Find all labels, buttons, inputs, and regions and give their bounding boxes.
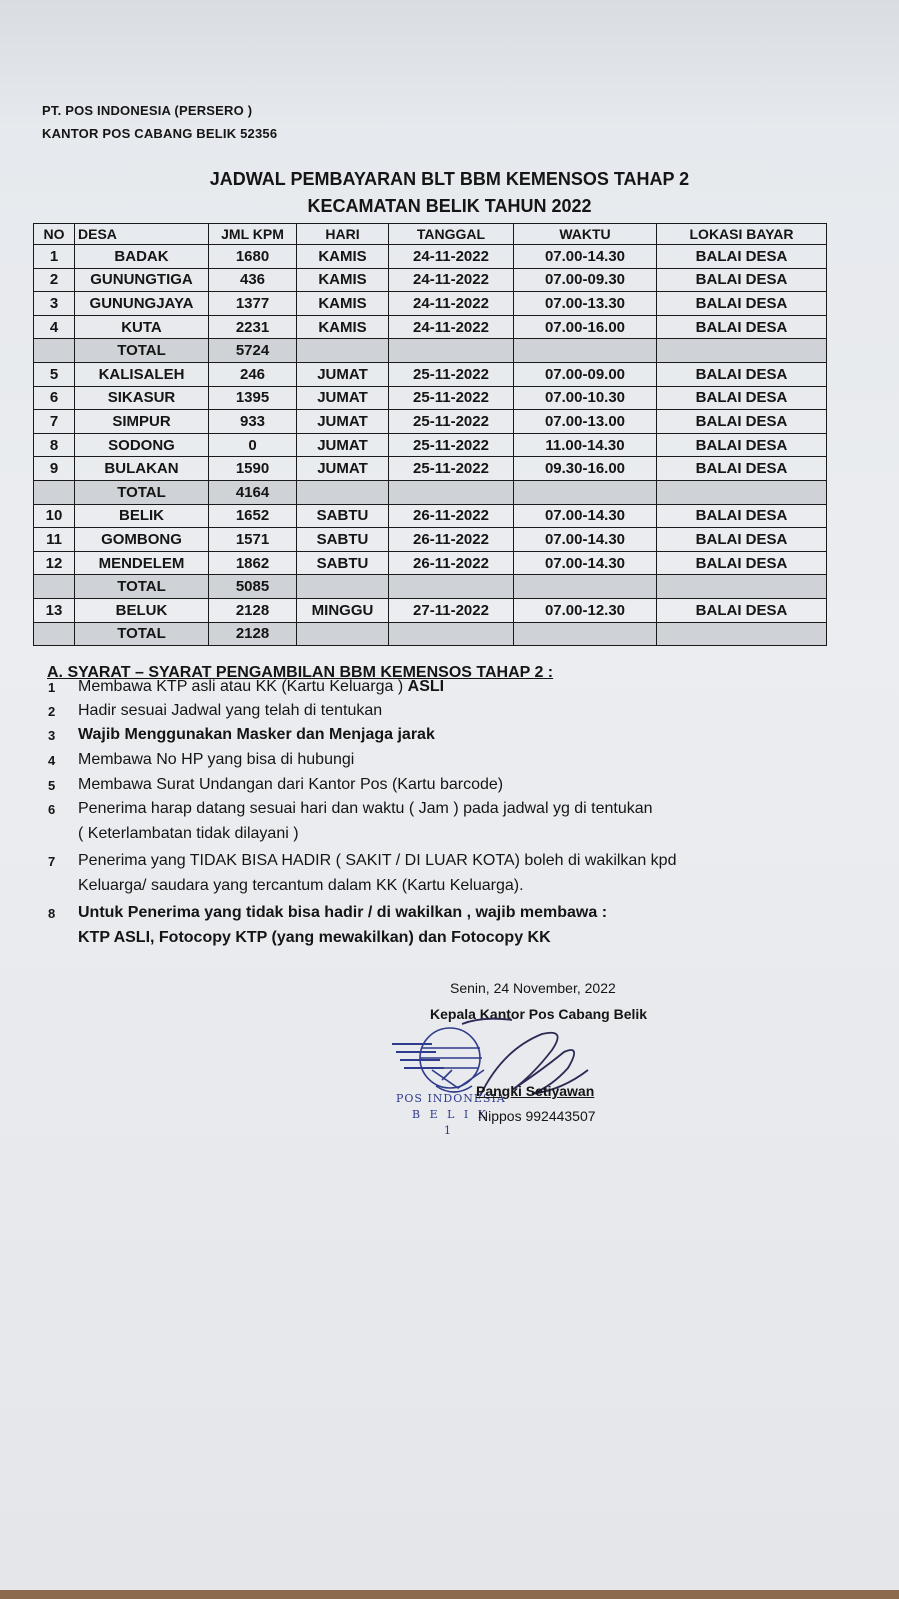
table-row <box>34 528 827 552</box>
cell-waktu: 07.00-14.30 <box>514 551 657 575</box>
requirement-number: 2 <box>48 704 56 719</box>
cell-tanggal: 26-11-2022 <box>389 528 514 552</box>
cell-jml-kpm: 2128 <box>209 598 297 622</box>
cell-jml-kpm: 5724 <box>209 339 297 363</box>
post-office-stamp <box>392 1010 602 1145</box>
cell-jml-kpm: 246 <box>209 362 297 386</box>
cell-no: 11 <box>34 528 75 552</box>
cell-no: 13 <box>34 598 75 622</box>
requirement-text: Penerima harap datang sesuai hari dan waktu ( Jam ) pada jadwal yg di tentukan <box>78 800 653 817</box>
cell-jml-kpm: 933 <box>209 410 297 434</box>
cell-desa: TOTAL <box>75 622 209 646</box>
cell-jml-kpm: 5085 <box>209 575 297 599</box>
cell-jml-kpm: 436 <box>209 268 297 292</box>
requirement-number: 4 <box>48 753 56 768</box>
requirement-number: 8 <box>48 906 56 921</box>
cell-hari: KAMIS <box>297 245 389 269</box>
cell-tanggal: 25-11-2022 <box>389 410 514 434</box>
table-header-row <box>34 224 827 245</box>
cell-no: 1 <box>34 245 75 269</box>
cell-desa: KUTA <box>75 315 209 339</box>
cell-waktu: 07.00-16.00 <box>514 315 657 339</box>
cell-hari: KAMIS <box>297 315 389 339</box>
cell-lokasi-bayar <box>657 622 827 646</box>
table-total-row <box>34 339 827 363</box>
background-edge <box>0 1590 899 1599</box>
requirement-text-bold-line2: KTP ASLI, Fotocopy KTP (yang mewakilkan) dan Fotocopy KK <box>78 929 551 946</box>
cell-waktu: 07.00-14.30 <box>514 245 657 269</box>
stamp-text: POS INDONESIA <box>396 1092 506 1105</box>
cell-waktu: 07.00-14.30 <box>514 504 657 528</box>
cell-jml-kpm: 1395 <box>209 386 297 410</box>
cell-desa: BELUK <box>75 598 209 622</box>
cell-desa: GUNUNGTIGA <box>75 268 209 292</box>
document-title: JADWAL PEMBAYARAN BLT BBM KEMENSOS TAHAP 2 <box>209 169 690 189</box>
cell-lokasi-bayar: BALAI DESA <box>657 315 827 339</box>
cell-lokasi-bayar: BALAI DESA <box>657 410 827 434</box>
cell-desa: BULAKAN <box>75 457 209 481</box>
cell-lokasi-bayar <box>657 339 827 363</box>
signatory-nippos: Nippos 992443507 <box>478 1108 596 1124</box>
cell-lokasi-bayar: BALAI DESA <box>657 292 827 316</box>
cell-no: 12 <box>34 551 75 575</box>
cell-jml-kpm: 1680 <box>209 245 297 269</box>
cell-tanggal: 25-11-2022 <box>389 386 514 410</box>
table-total-row <box>34 575 827 599</box>
col-header-lokasi-bayar: LOKASI BAYAR <box>657 224 827 245</box>
cell-desa: GUNUNGJAYA <box>75 292 209 316</box>
cell-waktu: 07.00-10.30 <box>514 386 657 410</box>
cell-hari <box>297 339 389 363</box>
cell-tanggal: 24-11-2022 <box>389 315 514 339</box>
col-header-jml-kpm: JML KPM <box>209 224 297 245</box>
cell-tanggal: 26-11-2022 <box>389 504 514 528</box>
cell-hari: KAMIS <box>297 292 389 316</box>
cell-hari <box>297 622 389 646</box>
cell-hari: SABTU <box>297 504 389 528</box>
cell-no: 3 <box>34 292 75 316</box>
cell-desa: KALISALEH <box>75 362 209 386</box>
cell-waktu <box>514 622 657 646</box>
table-total-row <box>34 480 827 504</box>
cell-desa: MENDELEM <box>75 551 209 575</box>
cell-jml-kpm: 2128 <box>209 622 297 646</box>
cell-hari <box>297 480 389 504</box>
cell-tanggal: 27-11-2022 <box>389 598 514 622</box>
document-subtitle: KECAMATAN BELIK TAHUN 2022 <box>307 196 592 216</box>
cell-waktu: 07.00-13.00 <box>514 410 657 434</box>
cell-tanggal <box>389 622 514 646</box>
cell-waktu: 07.00-14.30 <box>514 528 657 552</box>
cell-jml-kpm: 1590 <box>209 457 297 481</box>
cell-hari: SABTU <box>297 528 389 552</box>
cell-no: 9 <box>34 457 75 481</box>
cell-no <box>34 575 75 599</box>
cell-lokasi-bayar <box>657 575 827 599</box>
cell-lokasi-bayar: BALAI DESA <box>657 433 827 457</box>
cell-lokasi-bayar: BALAI DESA <box>657 268 827 292</box>
requirement-text: Membawa Surat Undangan dari Kantor Pos (Kartu barcode) <box>78 776 504 793</box>
col-header-tanggal: TANGGAL <box>389 224 514 245</box>
cell-desa: TOTAL <box>75 480 209 504</box>
cell-waktu: 09.30-16.00 <box>514 457 657 481</box>
cell-no: 4 <box>34 315 75 339</box>
cell-tanggal: 25-11-2022 <box>389 362 514 386</box>
requirement-text-bold: Untuk Penerima yang tidak bisa hadir / di wakilkan , wajib membawa : <box>78 904 608 921</box>
payment-schedule-table <box>33 223 827 646</box>
cell-lokasi-bayar: BALAI DESA <box>657 457 827 481</box>
office-name: KANTOR POS CABANG BELIK 52356 <box>42 126 278 141</box>
table-row <box>34 292 827 316</box>
requirement-text-line2: ( Keterlambatan tidak dilayani ) <box>78 825 299 842</box>
cell-desa: GOMBONG <box>75 528 209 552</box>
cell-jml-kpm: 1862 <box>209 551 297 575</box>
requirement-text-post: boleh di wakilkan kpd <box>519 852 677 869</box>
cell-hari <box>297 575 389 599</box>
cell-desa: BADAK <box>75 245 209 269</box>
cell-tanggal: 25-11-2022 <box>389 457 514 481</box>
cell-tanggal: 24-11-2022 <box>389 268 514 292</box>
cell-lokasi-bayar: BALAI DESA <box>657 528 827 552</box>
cell-desa: SODONG <box>75 433 209 457</box>
cell-waktu: 07.00-12.30 <box>514 598 657 622</box>
table-row <box>34 433 827 457</box>
cell-no: 8 <box>34 433 75 457</box>
cell-tanggal: 24-11-2022 <box>389 292 514 316</box>
cell-desa: BELIK <box>75 504 209 528</box>
cell-hari: SABTU <box>297 551 389 575</box>
table-row <box>34 245 827 269</box>
requirement-number: 5 <box>48 778 56 793</box>
cell-tanggal: 25-11-2022 <box>389 433 514 457</box>
cell-lokasi-bayar: BALAI DESA <box>657 598 827 622</box>
requirement-number: 3 <box>48 728 56 743</box>
table-row <box>34 362 827 386</box>
cell-desa: TOTAL <box>75 339 209 363</box>
table-total-row <box>34 622 827 646</box>
col-header-hari: HARI <box>297 224 389 245</box>
cell-jml-kpm: 2231 <box>209 315 297 339</box>
cell-no: 10 <box>34 504 75 528</box>
cell-waktu: 11.00-14.30 <box>514 433 657 457</box>
cell-tanggal: 26-11-2022 <box>389 551 514 575</box>
cell-lokasi-bayar: BALAI DESA <box>657 386 827 410</box>
cell-hari: JUMAT <box>297 362 389 386</box>
cell-jml-kpm: 4164 <box>209 480 297 504</box>
requirement-text-bold: ASLI <box>407 678 445 695</box>
table-row <box>34 598 827 622</box>
signature-position: Kepala Kantor Pos Cabang Belik <box>430 1006 648 1022</box>
requirement-number: 7 <box>48 854 56 869</box>
cell-no <box>34 339 75 363</box>
signatory-name: Pangki Setiyawan <box>476 1083 595 1099</box>
company-name: PT. POS INDONESIA (PERSERO ) <box>42 103 253 118</box>
cell-no: 7 <box>34 410 75 434</box>
cell-lokasi-bayar: BALAI DESA <box>657 504 827 528</box>
cell-waktu: 07.00-13.30 <box>514 292 657 316</box>
cell-waktu <box>514 575 657 599</box>
stamp-number: 1 <box>444 1124 451 1137</box>
cell-tanggal <box>389 339 514 363</box>
cell-jml-kpm: 1571 <box>209 528 297 552</box>
signature-place-date: Senin, 24 November, 2022 <box>450 980 616 996</box>
cell-hari: JUMAT <box>297 410 389 434</box>
cell-no: 5 <box>34 362 75 386</box>
cell-no: 6 <box>34 386 75 410</box>
requirement-text-line2: Keluarga/ saudara yang tercantum dalam KK (Kartu Keluarga). <box>78 877 524 894</box>
cell-no <box>34 480 75 504</box>
requirement-text: Membawa KTP asli atau KK (Kartu Keluarga ) <box>78 678 404 695</box>
requirement-text: Penerima yang <box>78 852 190 869</box>
cell-tanggal: 24-11-2022 <box>389 245 514 269</box>
cell-hari: JUMAT <box>297 386 389 410</box>
cell-desa: SIMPUR <box>75 410 209 434</box>
cell-waktu: 07.00-09.00 <box>514 362 657 386</box>
cell-hari: JUMAT <box>297 433 389 457</box>
cell-waktu <box>514 339 657 363</box>
cell-waktu: 07.00-09.30 <box>514 268 657 292</box>
cell-desa: SIKASUR <box>75 386 209 410</box>
cell-waktu <box>514 480 657 504</box>
cell-lokasi-bayar: BALAI DESA <box>657 551 827 575</box>
cell-jml-kpm: 0 <box>209 433 297 457</box>
requirement-number: 6 <box>48 802 56 817</box>
cell-jml-kpm: 1652 <box>209 504 297 528</box>
requirement-text: Hadir sesuai Jadwal yang telah di tentukan <box>78 702 383 719</box>
requirements-title: A. SYARAT – SYARAT PENGAMBILAN BBM KEMENSOS TAHAP 2 : <box>47 664 554 681</box>
cell-hari: MINGGU <box>297 598 389 622</box>
col-header-desa: DESA <box>75 224 209 245</box>
cell-lokasi-bayar: BALAI DESA <box>657 362 827 386</box>
requirement-text: Membawa No HP yang bisa di hubungi <box>78 751 355 768</box>
table-row <box>34 457 827 481</box>
cell-no <box>34 622 75 646</box>
requirement-number: 1 <box>48 680 56 695</box>
table-row <box>34 268 827 292</box>
cell-no: 2 <box>34 268 75 292</box>
table-row <box>34 504 827 528</box>
cell-lokasi-bayar: BALAI DESA <box>657 245 827 269</box>
requirement-text-caps: TIDAK BISA HADIR ( SAKIT / DI LUAR KOTA) <box>189 852 520 869</box>
table-row <box>34 315 827 339</box>
cell-tanggal <box>389 575 514 599</box>
cell-lokasi-bayar <box>657 480 827 504</box>
table-row <box>34 551 827 575</box>
table-row <box>34 386 827 410</box>
stamp-subtext: B E L I K <box>412 1108 489 1121</box>
cell-hari: KAMIS <box>297 268 389 292</box>
table-row <box>34 410 827 434</box>
col-header-waktu: WAKTU <box>514 224 657 245</box>
cell-hari: JUMAT <box>297 457 389 481</box>
requirement-text-bold: Wajib Menggunakan Masker dan Menjaga jarak <box>78 726 435 743</box>
col-header-no: NO <box>34 224 75 245</box>
cell-desa: TOTAL <box>75 575 209 599</box>
cell-jml-kpm: 1377 <box>209 292 297 316</box>
cell-tanggal <box>389 480 514 504</box>
